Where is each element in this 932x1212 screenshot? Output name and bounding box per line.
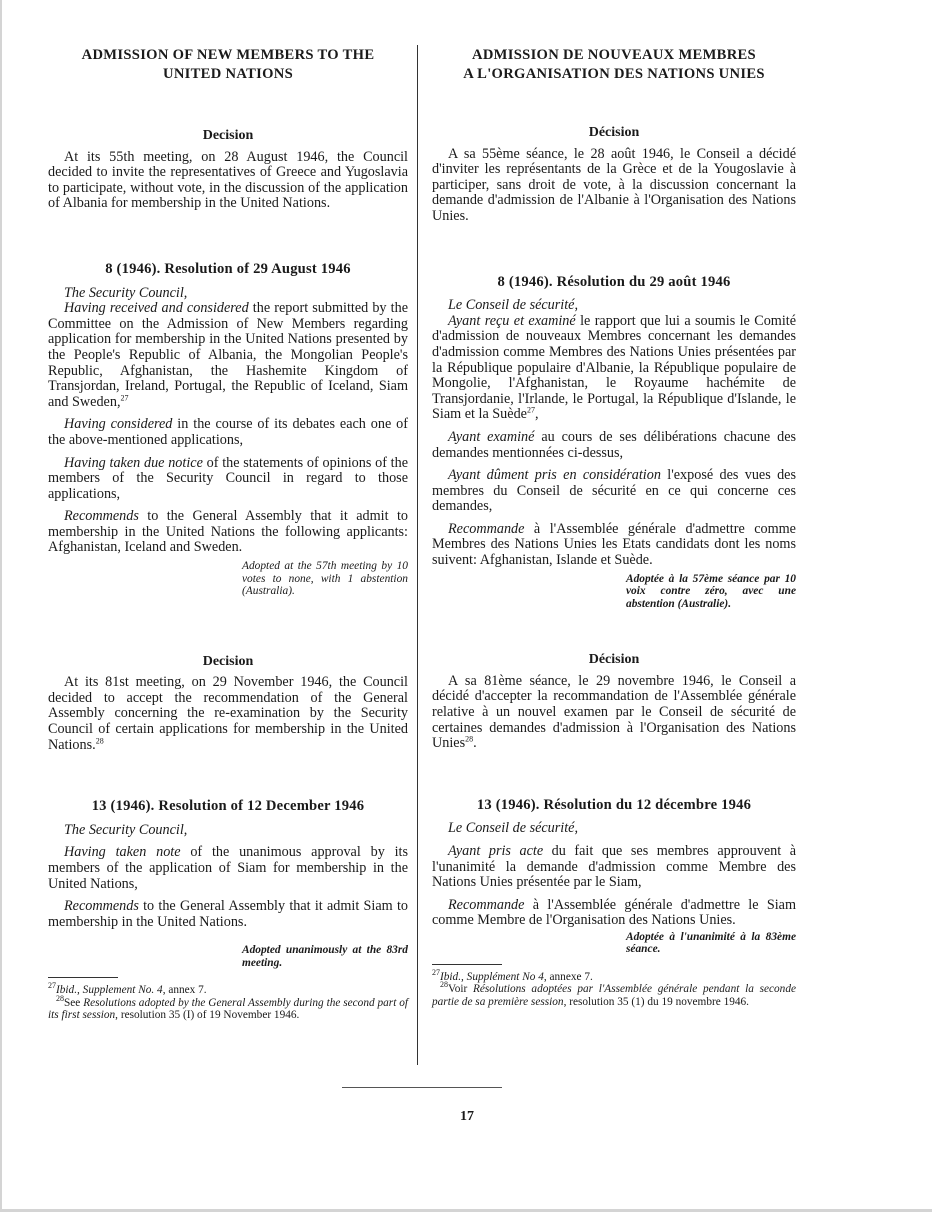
french-res8-para3-em: Ayant dûment pris en considération xyxy=(448,467,661,484)
french-res13-para1-em: Ayant pris acte xyxy=(448,842,544,859)
french-res8-para2 xyxy=(432,430,796,461)
english-res13-adopted: Adopted unanimously at the 83rd meeting. xyxy=(242,944,408,969)
english-title xyxy=(48,46,408,84)
footnote-separator xyxy=(48,977,118,978)
footnote-pre: Voir xyxy=(448,983,473,996)
french-res13-para1-text: du fait que ses membres approuvent à l'unanimité la demande d'admission comme Membre des Nations Unies présentée par le Siam, xyxy=(432,842,796,891)
footnote-em: Ibid., Supplement No. 4 xyxy=(56,984,163,997)
footnote-em: Resolutions adopted by the General Assembly during the second part of its first session xyxy=(48,996,409,1022)
french-column xyxy=(432,0,796,1008)
french-res13-para2 xyxy=(432,898,796,929)
english-decision1-heading: Decision xyxy=(202,128,254,143)
french-footnote-27 xyxy=(432,968,796,983)
footnote-text: , resolution 35 (I) of 19 November 1946. xyxy=(115,1009,300,1022)
french-res13-para2-em: Recommande xyxy=(448,896,525,913)
english-res13-para1-text: of the unanimous approval by its members of the application of Siam for membership in the United Nations, xyxy=(48,844,408,892)
punctuation: . xyxy=(473,735,477,752)
column-divider xyxy=(417,45,418,1065)
english-res13-para1-em: Having taken note xyxy=(64,844,181,861)
french-title-line2: A L'ORGANISATION DES NATIONS UNIES xyxy=(463,66,765,82)
footnote-em: Résolutions adoptées par l'Assemblée générale pendant la seconde partie de sa première session xyxy=(432,983,796,1008)
english-footnote-27 xyxy=(48,981,408,997)
footnote-text: , annexe 7. xyxy=(543,970,593,983)
footnote-number: 27 xyxy=(48,981,56,991)
french-res8-para2-em: Ayant examiné xyxy=(448,428,535,445)
footnote-ref-28[interactable]: 28 xyxy=(465,734,474,744)
english-res8-opening-text: The Security Council, xyxy=(64,284,188,301)
english-resolution8-heading: 8 (1946). Resolution of 29 August 1946 xyxy=(105,260,351,277)
french-res8-para4-text: à l'Assemblée générale d'admettre comme Membres des Nations Unies les Etats candidats dont les noms suivent: Afghanistan, Islande et Suède. xyxy=(432,520,796,569)
french-decision1-text: A sa 55ème séance, le 28 août 1946, le Conseil a décidé d'inviter les représentants de la Grèce et de la Yougoslavie à participer, sans droit de vote, à la discussion concernant la demande d'admission de l'Albanie à l'Organisation des Nations Unies. xyxy=(432,145,796,224)
footnote-separator xyxy=(432,964,502,965)
french-res8-para1-em: Ayant reçu et examiné xyxy=(448,312,576,329)
french-decision2-text xyxy=(432,674,796,752)
french-resolution8-heading: 8 (1946). Résolution du 29 août 1946 xyxy=(497,273,731,290)
french-res13-para2-text: à l'Assemblée générale d'admettre le Siam comme Membre de l'Organisation des Nations Unies. xyxy=(432,896,796,929)
french-res13-para1 xyxy=(432,844,796,891)
english-decision2-text xyxy=(48,675,408,753)
french-res8-para3-text: l'exposé des vues des membres du Conseil de sécurité en ce qui concerne ces demandes, xyxy=(432,467,796,515)
french-title xyxy=(432,46,796,84)
footnote-ref-27[interactable]: 27 xyxy=(120,392,129,402)
english-column xyxy=(48,0,408,1022)
english-res8-para4-em: Recommends xyxy=(64,508,139,525)
footnote-text: , resolution 35 (1) du 19 novembre 1946. xyxy=(563,995,750,1008)
french-res8-para3 xyxy=(432,468,796,515)
french-res8-para2-text: au cours de ses délibérations chacune des demandes mentionnées ci-dessus, xyxy=(432,428,797,461)
english-res8-opening xyxy=(48,286,408,302)
english-res8-para3-em: Having taken due notice xyxy=(64,454,203,471)
french-resolution13-heading: 13 (1946). Résolution du 12 décembre 1946 xyxy=(476,796,752,813)
english-decision1-text: At its 55th meeting, on 28 August 1946, the Council decided to invite the representatives of Greece and Yugoslavia to participate, without vote, in the discussion of the application of Albania for membership in the United Nations. xyxy=(48,148,408,212)
english-title-line2: UNITED NATIONS xyxy=(162,66,294,82)
footnote-em: Ibid., Supplément No 4 xyxy=(440,970,544,983)
footnote-ref-28[interactable]: 28 xyxy=(95,735,104,745)
french-res13-opening xyxy=(432,821,796,837)
french-res8-adopted: Adoptée à la 57ème séance par 10 voix contre zéro, avec une abstention (Australie). xyxy=(626,572,796,610)
footnote-number: 28 xyxy=(440,980,448,990)
footnote-number: 28 xyxy=(56,993,64,1003)
english-res13-para2-em: Recommends xyxy=(64,898,139,915)
english-res13-opening-text: The Security Council, xyxy=(64,821,188,838)
french-res8-para1-text: le rapport que lui a soumis le Comité d'admission de nouveaux Membres concernant les demandes d'admission comme Membres des Nations Unies présentées par la République populaire d'Albanie, la République populaire de Mongolie, l'Afghanistan, le Royaume hachémite de Transjordanie, l'Irlande, le Portugal, la République d'Islande, le Siam et la Suède xyxy=(432,312,797,423)
french-res8-para4 xyxy=(432,522,796,569)
french-footnote-28 xyxy=(432,980,796,1008)
french-res8-para1 xyxy=(432,314,796,423)
english-res8-para1-em: Having received and considered xyxy=(64,300,249,317)
english-res8-adopted: Adopted at the 57th meeting by 10 votes to none, with 1 abstention (Australia). xyxy=(242,560,408,598)
french-decision2-heading: Décision xyxy=(588,652,640,668)
english-res8-para4-text: to the General Assembly that it admit to membership in the United Nations the following applicants: Afghanistan, Iceland and Sweden. xyxy=(48,508,408,556)
punctuation: , xyxy=(534,406,539,423)
french-res8-opening xyxy=(432,298,796,314)
french-decision1-heading: Décision xyxy=(588,125,640,140)
french-res8-para4-em: Recommande xyxy=(448,520,525,537)
footnote-number: 27 xyxy=(432,968,440,978)
english-res8-para1-text: the report submitted by the Committee on the Admission of New Members regarding application for membership in the United Nations presented by the People's Republic of Albania, the Mongolian People's Republic, Afghanistan, the Hashemite Kingdom of Transjordan, Ireland, Portugal, the Republic of Iceland, Siam and Sweden, xyxy=(48,300,408,410)
english-decision2-heading: Decision xyxy=(202,653,254,669)
french-res8-opening-text: Le Conseil de sécurité, xyxy=(448,297,579,314)
english-res13-para1 xyxy=(48,845,408,892)
document-page xyxy=(2,0,932,1209)
page-bottom-rule xyxy=(342,1087,502,1088)
english-res8-para2-text: in the course of its debates each one of the above-mentioned applications, xyxy=(48,416,408,448)
english-footnote-28 xyxy=(48,993,409,1022)
french-res13-opening-text: Le Conseil de sécurité, xyxy=(448,820,579,837)
english-decision2-body: At its 81st meeting, on 29 November 1946, the Council decided to accept the recommendation of the General Assembly concerning the re-examination by the Security Council of certain applications for membership in the United Nations. xyxy=(48,674,408,753)
page-number: 17 xyxy=(460,1109,474,1124)
english-res8-para4 xyxy=(48,509,408,556)
english-res8-para3 xyxy=(48,456,408,503)
english-res13-para2-text: to the General Assembly that it admit Siam to membership in the United Nations. xyxy=(48,898,408,930)
english-res8-para2 xyxy=(48,417,408,448)
english-res8-para2-em: Having considered xyxy=(64,416,173,433)
english-res13-opening xyxy=(48,823,408,839)
french-res13-adopted: Adoptée à l'unanimité à la 83ème séance. xyxy=(626,930,796,956)
english-res13-para2 xyxy=(48,899,408,930)
english-res8-para1 xyxy=(48,301,408,410)
english-resolution13-heading: 13 (1946). Resolution of 12 December 1946 xyxy=(91,798,365,815)
footnote-ref-27[interactable]: 27 xyxy=(526,405,535,415)
english-res8-para3-text: of the statements of opinions of the members of the Security Council in regard to those applications, xyxy=(48,454,409,502)
english-title-line1: ADMISSION OF NEW MEMBERS TO THE xyxy=(81,47,375,63)
french-title-line1: ADMISSION DE NOUVEAUX MEMBRES xyxy=(472,47,756,63)
french-decision2-body: A sa 81ème séance, le 29 novembre 1946, le Conseil a décidé d'accepter la recommandation de l'Assemblée générale relative à un nouvel examen par le Conseil de sécurité de certaines demandes d'admission à l'Organisation des Nations Unies xyxy=(432,672,796,752)
footnote-pre: See xyxy=(64,996,84,1009)
footnote-text: , annex 7. xyxy=(162,984,207,997)
